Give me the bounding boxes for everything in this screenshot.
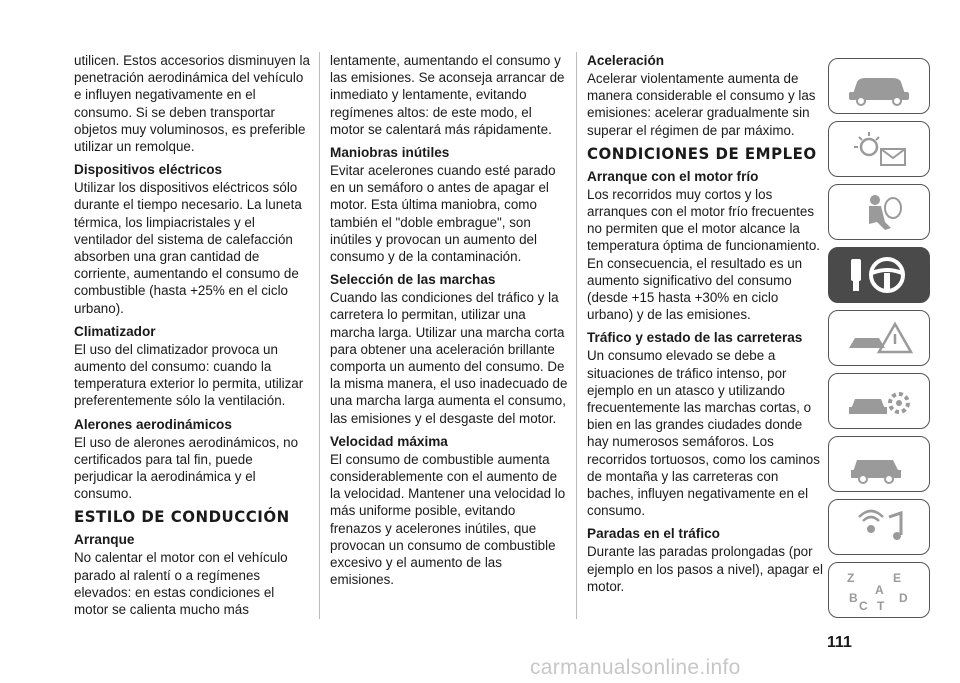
- heading-marchas: Selección de las marchas: [330, 272, 496, 288]
- car-icon: [839, 64, 919, 108]
- index-letter: C: [859, 599, 868, 612]
- text-column-3: [587, 52, 825, 599]
- tab-safety[interactable]: [828, 184, 930, 240]
- heading-maniobras: Maniobras inútiles: [330, 145, 450, 161]
- tab-index[interactable]: [828, 562, 930, 618]
- paragraph: Durante las paradas prolongadas (por ejemplo en los pasos a nivel), apagar el motor.: [587, 544, 823, 594]
- paragraph: utilicen. Estos accesorios disminuyen la penetración aerodinámica del vehículo e influyen negativamente en el consumo. Si se deben transportar objetos muy voluminosos, es preferible utilizar un remolque.: [74, 53, 310, 155]
- heading-arranque-frio: Arranque con el motor frío: [587, 168, 759, 184]
- column-divider: [576, 52, 577, 619]
- index-icon: [839, 568, 919, 612]
- airbag-icon: [839, 190, 919, 234]
- paragraph: Acelerar violentamente aumenta de manera considerable el consumo y las emisiones: acelerar gradualmente sin superar el régimen de par máximo.: [587, 71, 816, 138]
- paragraph: El uso del climatizador provoca un aumento del consumo: cuando la temperatura exterior lo permita, utilizar preferentemente sólo la ventilación.: [74, 341, 304, 409]
- heading-paradas: Paradas en el tráfico: [587, 526, 720, 542]
- paragraph: lentamente, aumentando el consumo y las emisiones. Se aconseja arrancar de inmediato y lentamente, evitando regímenes altos: de este modo, el motor se calentará más rápidamente.: [330, 53, 565, 137]
- tab-maintenance[interactable]: [828, 373, 930, 429]
- section-title-condiciones: CONDICIONES DE EMPLEO: [587, 144, 817, 164]
- heading-trafico: Tráfico y estado de las carreteras: [587, 330, 803, 346]
- section-title-estilo: ESTILO DE CONDUCCIÓN: [74, 507, 290, 527]
- tab-specs[interactable]: [828, 436, 930, 492]
- breakdown-icon: [839, 316, 919, 360]
- tab-vehicle[interactable]: [828, 58, 930, 114]
- paragraph: Cuando las condiciones del tráfico y la carretera lo permitan, utilizar una marcha larga. Utilizar una marcha corta para obtener una aceleración brillante comporta un aumento del consumo. De la misma manera, el uso inadecuado de una marcha larga aumenta el consumo, las emisiones y el desgaste del motor.: [330, 290, 568, 426]
- index-letter: Z: [847, 571, 855, 585]
- heading-climatizador: Climatizador: [74, 323, 156, 339]
- steering-wheel-icon: [839, 253, 919, 297]
- index-letter: E: [893, 571, 902, 585]
- multimedia-icon: [839, 505, 919, 549]
- warning-lights-icon: [839, 127, 919, 171]
- heading-aceleracion: Aceleración: [587, 53, 665, 68]
- maintenance-icon: [839, 379, 919, 423]
- page-number: 111: [827, 634, 852, 651]
- text-column-1: [74, 52, 312, 622]
- tab-warning-lights[interactable]: [828, 121, 930, 177]
- index-letter: A: [875, 583, 884, 597]
- heading-alerones: Alerones aerodinámicos: [74, 416, 232, 432]
- text-column-2: [330, 52, 568, 592]
- heading-velocidad: Velocidad máxima: [330, 433, 448, 449]
- paragraph: El uso de alerones aerodinámicos, no certificados para tal fin, puede perjudicar la aerodinámica y el consumo.: [74, 434, 299, 502]
- column-divider: [319, 52, 320, 619]
- heading-arranque: Arranque: [74, 532, 135, 548]
- index-letter: B: [849, 591, 858, 605]
- index-letter: D: [899, 591, 908, 605]
- paragraph: El consumo de combustible aumenta considerablemente con el aumento de la velocidad. Mantener una velocidad lo más uniforme posible, evitando frenazos y acelerones inútiles, que provocan un consumo de combustible excesivo y el aumento de las emisiones.: [330, 451, 566, 588]
- specs-icon: [839, 442, 919, 486]
- paragraph: Un consumo elevado se debe a situaciones de tráfico intenso, por ejemplo en un atasco y utilizando frecuentemente las marchas cortas, o bien en las grandes ciudades donde hay numerosos semáforos. Los recorridos tortuosos, como los caminos de montaña y las carreteras con baches, influyen negativamente en el consumo.: [587, 348, 820, 519]
- tab-emergency[interactable]: [828, 310, 930, 366]
- heading-dispositivos: Dispositivos eléctricos: [74, 162, 223, 178]
- index-letter: T: [877, 599, 885, 612]
- paragraph: Evitar acelerones cuando esté parado en un semáforo o antes de apagar el motor. Esta última maniobra, como también el "doble embrague", son inútiles y provocan un aumento del consumo y de la contaminación.: [330, 163, 556, 265]
- chapter-tabs: [828, 58, 932, 625]
- paragraph: Los recorridos muy cortos y los arranques con el motor frío frecuentes no permiten que el motor alcance la temperatura óptima de funcionamiento. En consecuencia, el resultado es un aumento significativo del consumo (desde +15 hasta +30% en ciclo urbano) y de las emisiones.: [587, 186, 820, 323]
- tab-multimedia[interactable]: [828, 499, 930, 555]
- paragraph: Utilizar los dispositivos eléctricos sólo durante el tiempo necesario. La luneta térmica, los limpiacristales y el ventilador del sistema de calefacción absorben una gran cantidad de corriente, aumentando el consumo de combustible (hasta +25% en el ciclo urbano).: [74, 180, 302, 316]
- watermark: carmanualsonline.info: [530, 656, 741, 679]
- paragraph: No calentar el motor con el vehículo parado al ralentí o a regímenes elevados: en estas condiciones el motor se calienta mucho más: [74, 550, 288, 618]
- tab-driving[interactable]: [828, 247, 930, 303]
